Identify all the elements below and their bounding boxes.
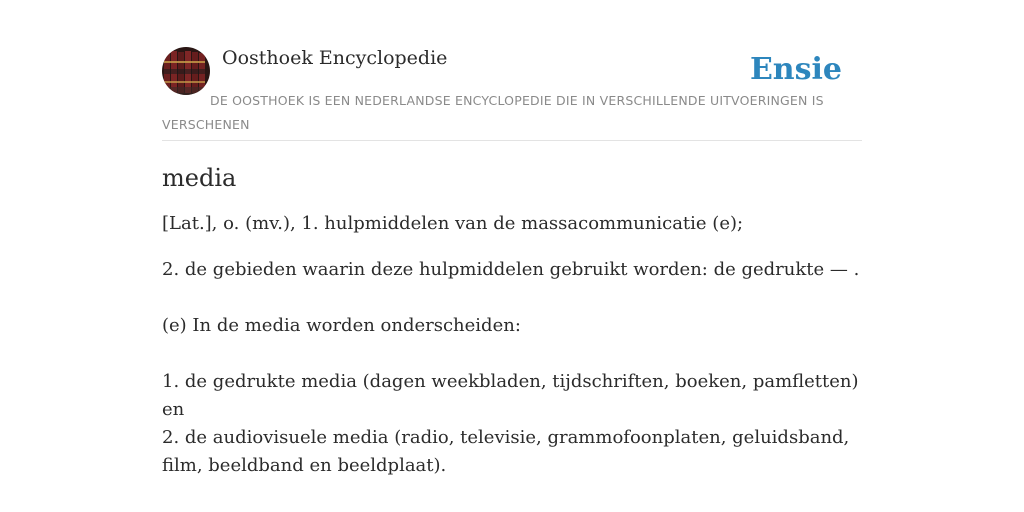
definition-line-2: 2. de gebieden waarin deze hulpmiddelen gebruikt worden: de gedrukte — . — [162, 259, 860, 280]
definition-line-3: (e) In de media worden onderscheiden: — [162, 315, 521, 336]
entry-title: media — [162, 164, 237, 192]
source-name-link[interactable]: Oosthoek Encyclopedie — [222, 47, 448, 69]
definition-line-4: 1. de gedrukte media (dagen weekbladen, tijdschriften, boeken, pamfletten) en — [162, 371, 859, 420]
definition-line-1: [Lat.], o. (mv.), 1. hulpmiddelen van de massacommunicatie (e); — [162, 213, 744, 234]
ensie-logo-link[interactable]: Ensie — [749, 52, 842, 87]
entry-content — [162, 160, 862, 480]
definition-line-5: 2. de audiovisuele media (radio, televisie, grammofoonplaten, geluidsband, film, beeldband en beeldplaat). — [162, 427, 850, 476]
encyclopedia-books-icon[interactable] — [162, 47, 210, 95]
source-header — [162, 46, 862, 141]
source-tagline: DE OOSTHOEK IS EEN NEDERLANDSE ENCYCLOPEDIE DIE IN VERSCHILLENDE UITVOERINGEN IS VERSCHENEN — [162, 93, 824, 132]
